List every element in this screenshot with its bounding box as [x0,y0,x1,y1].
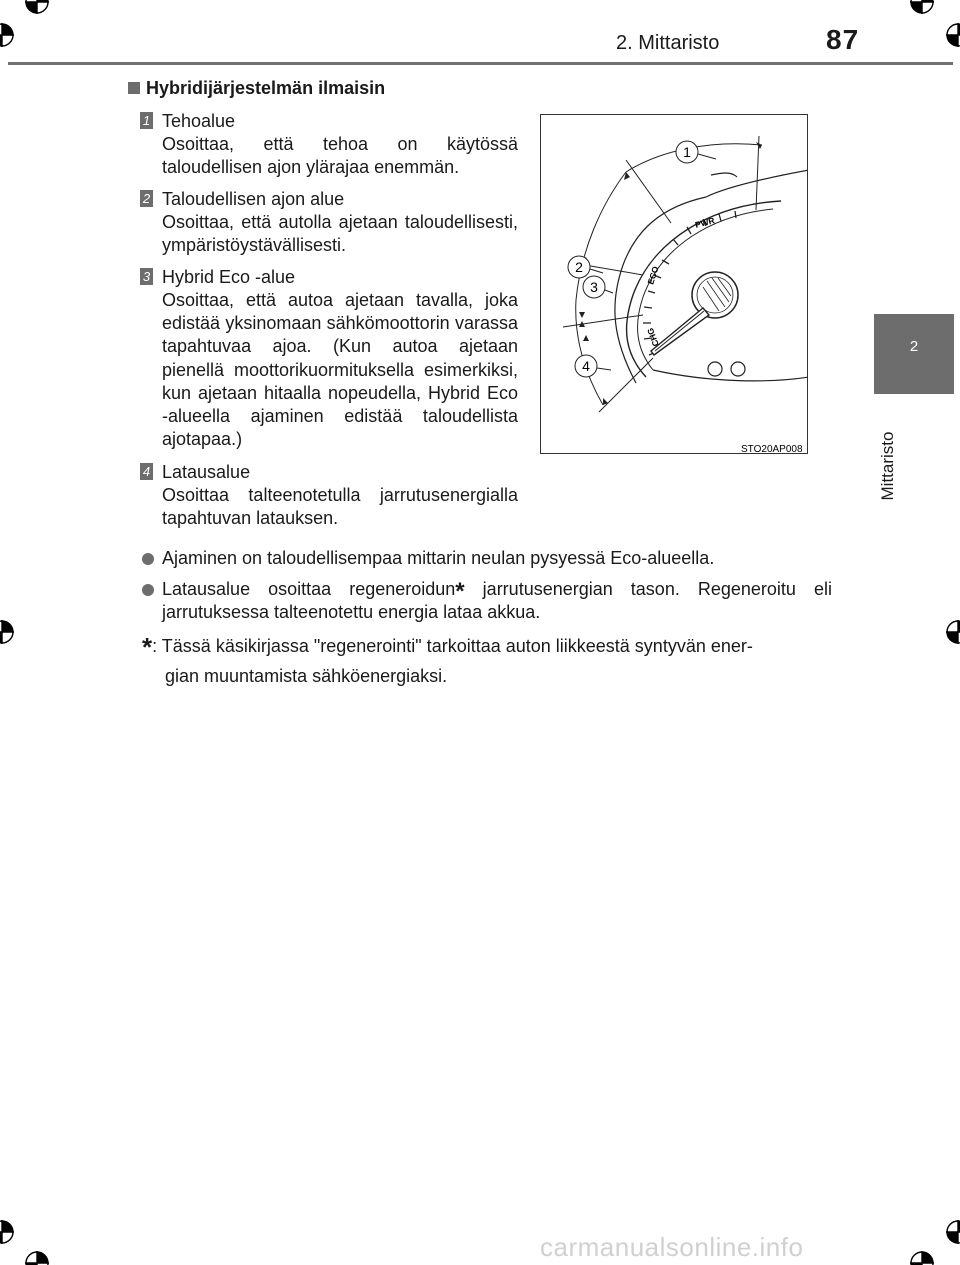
chapter-label: Mittaristo [878,431,897,501]
item-number-badge: 4 [140,463,153,480]
list-item-charge-area [140,461,518,533]
item-title: Hybrid Eco -alue [162,267,296,287]
eco-label: ECO [645,265,661,286]
pwr-label: PWR [693,215,716,230]
item-description: Osoittaa talteenotetulla jarrutusenergialla tapahtuvan latauksen. [162,485,518,529]
footnote-marker: * [455,578,465,606]
bullet-text-start: Latausalue osoittaa regeneroidun [162,579,456,600]
watermark: carmanualsonline.info [540,1232,804,1262]
list-item-eco-area [140,188,518,260]
bullet-dot-icon [142,553,154,565]
chg-label: CHG [645,326,661,348]
item-title: Tehoalue [162,111,236,131]
callout-3: 3 [590,279,598,295]
bullet-item [142,547,832,570]
bullet-list [142,547,832,633]
bullet-dot-icon [142,584,154,596]
item-description: Osoittaa, että autolla ajetaan taloudellisesti, ympäristöystävällisesti. [162,212,518,256]
callout-1: 1 [683,144,691,160]
item-title: Latausalue [162,462,251,482]
footnote-line-2: gian muuntamista sähköenergiaksi. [165,666,448,686]
item-title: Taloudellisen ajon alue [162,189,345,209]
section-heading [128,78,385,99]
item-number-badge: 2 [140,190,153,207]
list-item-hybrid-eco-area [140,266,518,456]
callout-4: 4 [582,358,590,374]
header-divider [8,62,953,65]
chapter-tab [874,314,954,394]
list-item-power-area [140,110,518,182]
page-number: 87 [826,24,860,55]
item-description: Osoittaa, että autoa ajetaan tavalla, joka edistää yksinomaan sähkömoottorin varassa tapahtuvaa ajoa. (Kun autoa ajetaan pienellä moottorikuormituksella esimerkiksi, kun ajetaan hitaalla nopeudella, Hybrid Eco -alueella ajaminen edistää taloudellista ajotapaa.) [162,290,518,450]
item-description: Osoittaa, että tehoa on käytössä taloudellisen ajon ylärajaa enemmän. [162,134,518,178]
bullet-item [142,578,832,624]
item-number-badge: 1 [140,112,153,129]
bullet-text-end: jarrutusenergian tason. Regeneroitu eli jarrutuksessa talteenotettu energia lataa akkua. [162,579,832,623]
square-bullet-icon [128,82,140,94]
figure-code: STO20AP008 [741,444,803,455]
footnote-line-1 [142,632,832,662]
section-title: 2. Mittaristo [616,32,720,54]
callout-2: 2 [575,259,583,275]
footnote [142,632,832,691]
footnote-star: * [142,632,153,662]
bullet-text: Ajaminen on taloudellisempaa mittarin neulan pysyessä Eco-alueella. [162,548,715,568]
hybrid-indicator-gauge-illustration [541,115,808,454]
hybrid-indicator-figure [540,114,808,454]
item-number-badge: 3 [140,268,153,285]
chapter-number: 2 [909,338,919,355]
footnote-text-1: : Tässä käsikirjassa "regenerointi" tarkoittaa auton liikkeestä syntyvän ener- [152,636,753,656]
section-heading-text: Hybridijärjestelmän ilmaisin [146,78,386,98]
